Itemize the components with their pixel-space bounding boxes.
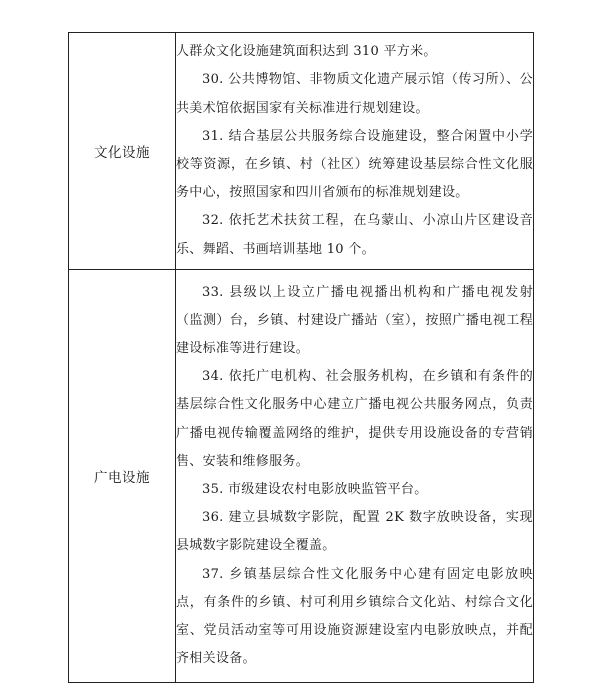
category-label-culture: 文化设施 <box>69 33 176 270</box>
paragraph-item-31: 31. 结合基层公共服务综合设施建设，整合闲置中小学校等资源，在乡镇、村（社区）统筹建设基层综合性文化服务中心，按照国家和四川省颁布的标准规划建设。 <box>176 128 533 201</box>
paragraph-item-33: 33. 县级以上设立广播电视播出机构和广播电视发射（监测）台，乡镇、村建设广播站（室），按照广播电视工程建设标准等进行建设。 <box>176 284 533 356</box>
content-cell-broadcast <box>176 270 534 683</box>
paragraph-item-34: 34. 依托广电机构、社会服务机构，在乡镇和有条件的基层综合性文化服务中心建立广播电视公共服务网点，负责广播电视传输覆盖网络的维护，提供专用设施设备的专营销售、安装和维修服务。 <box>176 369 533 469</box>
content-cell-culture <box>176 33 534 270</box>
table-row-broadcast-facilities <box>69 270 534 683</box>
table-row-culture-facilities <box>69 33 534 270</box>
paragraph-item-36: 36. 建立县城数字影院，配置 2K 数字放映设备，实现县城数字影院建设全覆盖。 <box>176 510 533 554</box>
category-label-broadcast: 广电设施 <box>69 270 176 683</box>
paragraph-item-30: 30. 公共博物馆、非物质文化遗产展示馆（传习所）、公共美术馆依据国家有关标准进行规划建设。 <box>176 72 533 116</box>
facilities-table <box>68 32 534 683</box>
paragraph-continued: 人群众文化设施建筑面积达到 310 平方米。 <box>176 44 437 60</box>
paragraph-item-37: 37. 乡镇基层综合性文化服务中心建有固定电影放映点，有条件的乡镇、村可利用乡镇综合文化站、村综合文化室、党员活动室等可用设施资源建设室内电影放映点，并配齐相关设备。 <box>176 566 533 667</box>
paragraph-item-35: 35. 市级建设农村电影放映监管平台。 <box>202 482 428 497</box>
paragraph-item-32: 32. 依托艺术扶贫工程，在乌蒙山、小凉山片区建设音乐、舞蹈、书画培训基地 10 个。 <box>176 213 533 257</box>
